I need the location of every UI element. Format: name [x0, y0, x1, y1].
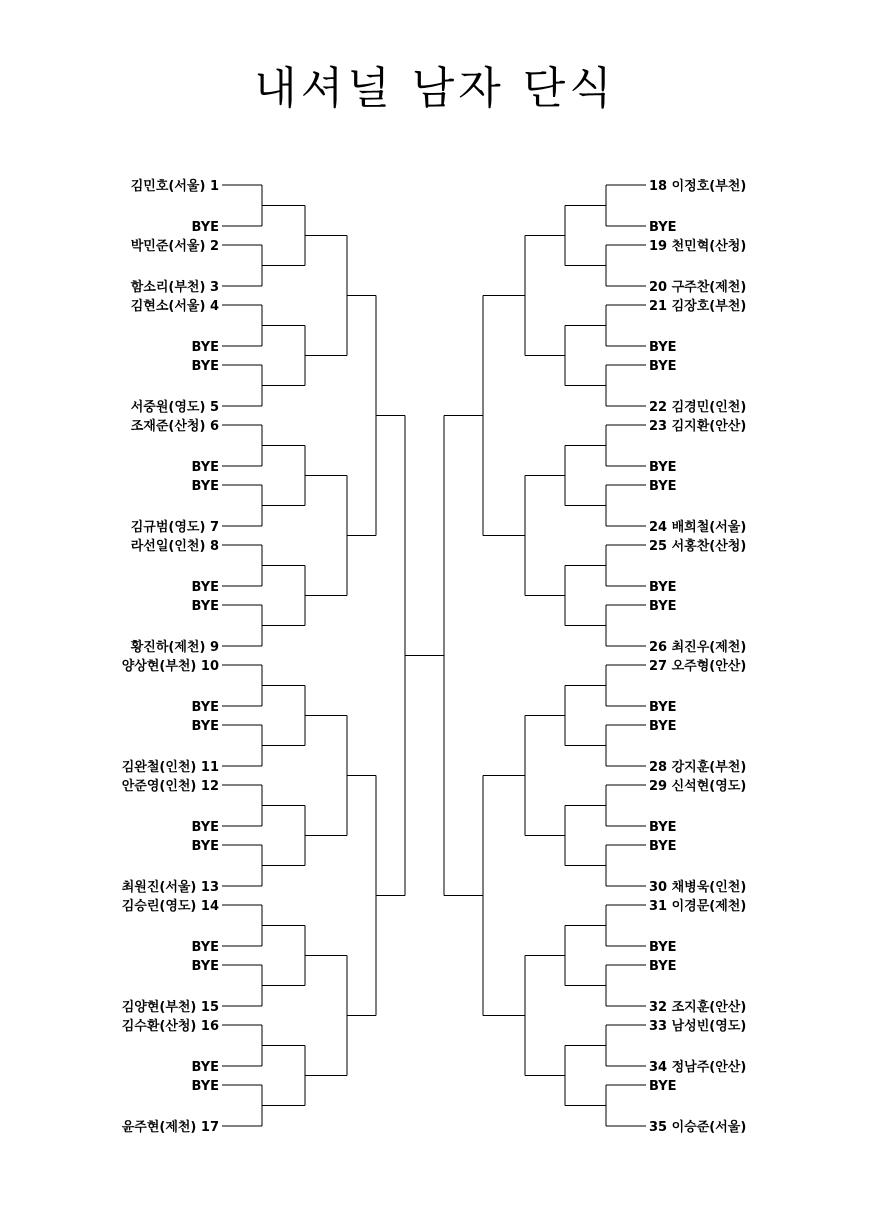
right-entry-label: 25 서홍찬(산청) [649, 539, 747, 554]
left-entry-label: 조재준(산청) 6 [130, 419, 219, 434]
right-entry-label: 23 김지환(안산) [649, 419, 747, 434]
left-entry-label: BYE [191, 599, 219, 614]
left-entry-label: BYE [191, 340, 219, 355]
left-entry-label: BYE [191, 719, 219, 734]
left-entry-label: BYE [191, 220, 219, 235]
right-entry-label: BYE [649, 719, 677, 734]
left-entry-label: BYE [191, 820, 219, 835]
right-entry-label: 20 구주찬(제천) [649, 280, 747, 295]
right-entry-label: BYE [649, 359, 677, 374]
right-entry-label: 30 채병욱(인천) [649, 880, 747, 895]
right-entry-label: BYE [649, 1079, 677, 1094]
right-entry-label: 21 김장호(부천) [649, 299, 747, 314]
left-entry-label: BYE [191, 839, 219, 854]
right-entry-label: BYE [649, 220, 677, 235]
right-entry-label: 34 정남주(안산) [649, 1060, 747, 1075]
left-entry-label: 김승린(영도) 14 [121, 899, 219, 914]
left-entry-label: BYE [191, 580, 219, 595]
left-entry-label: BYE [191, 1079, 219, 1094]
right-entry-label: 35 이승준(서울) [649, 1120, 747, 1135]
right-entry-label: 24 배희철(서울) [649, 520, 747, 535]
right-entry-label: 31 이경문(제천) [649, 899, 747, 914]
right-entry-label: BYE [649, 460, 677, 475]
left-entry-label: BYE [191, 959, 219, 974]
left-entry-label: BYE [191, 359, 219, 374]
left-entry-label: BYE [191, 940, 219, 955]
right-entry-label: BYE [649, 839, 677, 854]
right-entry-label: 33 남성빈(영도) [649, 1019, 747, 1034]
left-entry-label: BYE [191, 479, 219, 494]
left-entry-label: 서중원(영도) 5 [130, 400, 219, 415]
right-entry-label: 28 강지훈(부천) [649, 760, 747, 775]
left-entry-label: 김규범(영도) 7 [130, 520, 219, 535]
left-entry-label: 김완철(인천) 11 [121, 760, 219, 775]
right-entry-label: BYE [649, 959, 677, 974]
right-entry-label: BYE [649, 700, 677, 715]
right-entry-label: BYE [649, 820, 677, 835]
right-entry-label: BYE [649, 580, 677, 595]
left-entry-label: 양상현(부천) 10 [121, 659, 219, 674]
left-entry-label: BYE [191, 1060, 219, 1075]
right-entry-label: BYE [649, 340, 677, 355]
page-title: 내셔널 남자 단식 [254, 63, 616, 114]
left-entry-label: BYE [191, 700, 219, 715]
right-entry-label: 18 이정호(부천) [649, 179, 747, 194]
right-entry-label: 27 오주형(안산) [649, 659, 747, 674]
right-entry-label: 32 조지훈(안산) [649, 1000, 747, 1015]
right-entry-label: BYE [649, 940, 677, 955]
left-entry-label: 라선일(인천) 8 [130, 539, 219, 554]
left-entry-label: 김양현(부천) 15 [121, 1000, 219, 1015]
left-entry-label: 김민호(서울) 1 [130, 179, 219, 194]
right-entry-label: 22 김경민(인천) [649, 400, 747, 415]
right-entry-label: 26 최진우(제천) [649, 640, 747, 655]
left-entry-label: 최원진(서울) 13 [121, 880, 219, 895]
left-entry-label: 김수환(산청) 16 [121, 1019, 219, 1034]
left-entry-label: BYE [191, 460, 219, 475]
left-entry-label: 박민준(서울) 2 [130, 239, 219, 254]
left-entry-label: 윤주현(제천) 17 [121, 1120, 219, 1135]
left-entry-label: 함소리(부천) 3 [130, 280, 219, 295]
left-entry-label: 김현소(서울) 4 [130, 299, 219, 314]
right-entry-label: 29 신석현(영도) [649, 779, 747, 794]
right-entry-label: BYE [649, 599, 677, 614]
right-entry-label: 19 천민혁(산청) [649, 239, 747, 254]
left-entry-label: 황진하(제천) 9 [130, 640, 219, 655]
right-entry-label: BYE [649, 479, 677, 494]
left-entry-label: 안준영(인천) 12 [121, 779, 219, 794]
